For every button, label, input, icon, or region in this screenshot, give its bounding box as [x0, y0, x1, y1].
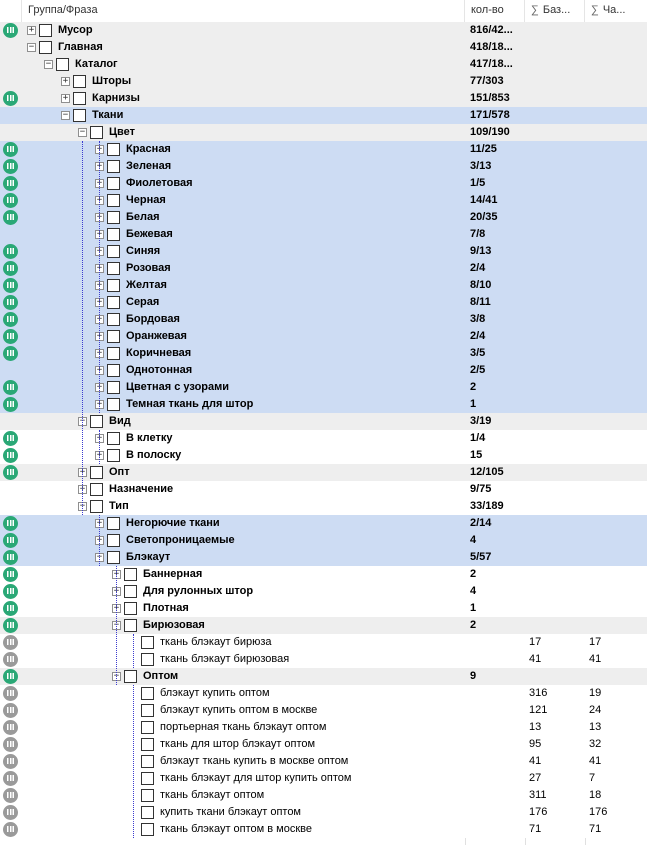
tree-row[interactable]: [0, 243, 647, 260]
base-frequency-cell: 13: [529, 721, 542, 733]
base-frequency-header-label: Баз...: [542, 4, 571, 16]
tree-row[interactable]: [0, 804, 647, 821]
expand-icon[interactable]: +: [96, 450, 103, 460]
tree-row[interactable]: [0, 362, 647, 379]
row-checkbox[interactable]: [107, 296, 120, 309]
row-checkbox[interactable]: [107, 449, 120, 462]
stats-icon[interactable]: [3, 703, 18, 718]
collapse-icon[interactable]: −: [28, 42, 35, 52]
count-cell: 14/41: [470, 194, 498, 206]
count-cell: 9/75: [470, 483, 492, 495]
phrase-label: ткань для штор блэкаут оптом: [160, 738, 316, 750]
row-checkbox[interactable]: [141, 772, 154, 785]
group-label: Оранжевая: [126, 330, 187, 342]
row-checkbox[interactable]: [107, 313, 120, 326]
stats-icon[interactable]: [3, 193, 18, 208]
row-checkbox[interactable]: [90, 466, 103, 479]
base-frequency-cell: 121: [529, 704, 548, 716]
count-cell: 3/13: [470, 160, 492, 172]
group-label: Каталог: [75, 58, 118, 70]
collapse-icon[interactable]: −: [113, 671, 120, 681]
expand-icon[interactable]: +: [96, 195, 103, 205]
expand-icon[interactable]: +: [96, 263, 103, 273]
row-checkbox[interactable]: [90, 415, 103, 428]
frequency-cell: 19: [589, 687, 602, 699]
stats-icon[interactable]: [3, 397, 18, 412]
count-cell: 77/303: [470, 75, 504, 87]
tree-row[interactable]: [0, 566, 647, 583]
stats-icon[interactable]: [3, 771, 18, 786]
count-cell: 8/10: [470, 279, 492, 291]
expand-icon[interactable]: +: [28, 25, 35, 35]
count-cell: 418/18...: [470, 41, 513, 53]
stats-icon[interactable]: [3, 635, 18, 650]
count-cell: 1: [470, 398, 477, 410]
row-checkbox[interactable]: [107, 194, 120, 207]
base-frequency-cell: 41: [529, 653, 542, 665]
expand-icon[interactable]: +: [96, 382, 103, 392]
stats-icon[interactable]: [3, 91, 18, 106]
group-label: Назначение: [109, 483, 174, 495]
count-cell: 417/18...: [470, 58, 513, 70]
tree-row[interactable]: [0, 464, 647, 481]
collapse-icon[interactable]: −: [79, 501, 86, 511]
group-label: Негорючие ткани: [126, 517, 220, 529]
row-checkbox[interactable]: [107, 398, 120, 411]
tree-row[interactable]: [0, 192, 647, 209]
collapse-icon[interactable]: −: [79, 416, 86, 426]
count-cell: 109/190: [470, 126, 510, 138]
tree-row[interactable]: [0, 753, 647, 770]
base-frequency-cell: 17: [529, 636, 542, 648]
stats-icon[interactable]: [3, 601, 18, 616]
group-label: Темная ткань для штор: [126, 398, 254, 410]
tree-row[interactable]: [0, 73, 647, 90]
group-label: Цвет: [109, 126, 136, 138]
row-checkbox[interactable]: [107, 177, 120, 190]
count-cell: 2/4: [470, 262, 486, 274]
stats-icon[interactable]: [3, 686, 18, 701]
stats-icon[interactable]: [3, 720, 18, 735]
count-cell: 2/5: [470, 364, 486, 376]
group-label: Зеленая: [126, 160, 172, 172]
count-cell: 15: [470, 449, 483, 461]
row-checkbox[interactable]: [73, 109, 86, 122]
tree-row[interactable]: [0, 430, 647, 447]
stats-icon[interactable]: [3, 295, 18, 310]
sum-icon: ∑: [591, 4, 599, 16]
sum-icon: ∑: [531, 4, 539, 16]
tree-row[interactable]: [0, 209, 647, 226]
group-label: Бирюзовая: [143, 619, 205, 631]
row-checkbox[interactable]: [56, 58, 69, 71]
base-frequency-cell: 27: [529, 772, 542, 784]
row-checkbox[interactable]: [73, 92, 86, 105]
stats-icon[interactable]: [3, 788, 18, 803]
phrase-label: ткань блэкаут бирюзовая: [160, 653, 290, 665]
tree-row[interactable]: [0, 260, 647, 277]
expand-icon[interactable]: +: [96, 229, 103, 239]
count-cell: 33/189: [470, 500, 504, 512]
expand-icon[interactable]: +: [96, 433, 103, 443]
group-label: Бежевая: [126, 228, 173, 240]
stats-icon[interactable]: [3, 584, 18, 599]
tree-row[interactable]: [0, 600, 647, 617]
frequency-cell: 17: [589, 636, 602, 648]
tree-guide-line: [133, 634, 134, 668]
tree-guide-line: [99, 430, 100, 464]
stats-icon[interactable]: [3, 210, 18, 225]
row-checkbox[interactable]: [107, 143, 120, 156]
stats-icon[interactable]: [3, 805, 18, 820]
row-checkbox[interactable]: [107, 211, 120, 224]
stats-icon[interactable]: [3, 669, 18, 684]
phrase-label: блэкаут ткань купить в москве оптом: [160, 755, 349, 767]
base-frequency-column-header[interactable]: [525, 0, 585, 22]
row-checkbox[interactable]: [141, 687, 154, 700]
frequency-column-header[interactable]: [585, 0, 647, 22]
count-cell: 151/853: [470, 92, 510, 104]
row-checkbox[interactable]: [141, 738, 154, 751]
expand-icon[interactable]: +: [96, 212, 103, 222]
tree-row[interactable]: [0, 294, 647, 311]
tree-row[interactable]: [0, 668, 647, 685]
group-label: Серая: [126, 296, 160, 308]
frequency-cell: 71: [589, 823, 602, 835]
count-cell: 3/8: [470, 313, 486, 325]
expand-icon[interactable]: +: [96, 297, 103, 307]
group-label: Коричневая: [126, 347, 192, 359]
count-cell: 3/19: [470, 415, 492, 427]
collapse-icon[interactable]: −: [62, 110, 69, 120]
group-label: Блэкаут: [126, 551, 171, 563]
stats-icon[interactable]: [3, 380, 18, 395]
group-label: Красная: [126, 143, 171, 155]
tree-row[interactable]: [0, 90, 647, 107]
tree-row[interactable]: [0, 634, 647, 651]
group-label: Белая: [126, 211, 160, 223]
row-checkbox[interactable]: [141, 636, 154, 649]
tree-row[interactable]: [0, 328, 647, 345]
expand-icon[interactable]: +: [96, 144, 103, 154]
row-checkbox[interactable]: [124, 602, 137, 615]
row-checkbox[interactable]: [107, 534, 120, 547]
frequency-cell: 24: [589, 704, 602, 716]
row-checkbox[interactable]: [107, 279, 120, 292]
stats-icon[interactable]: [3, 312, 18, 327]
tree-row[interactable]: [0, 719, 647, 736]
group-label: Розовая: [126, 262, 171, 274]
collapse-icon[interactable]: −: [96, 552, 103, 562]
row-checkbox[interactable]: [107, 262, 120, 275]
group-label: В клетку: [126, 432, 173, 444]
tree-row[interactable]: [0, 549, 647, 566]
stats-icon[interactable]: [3, 244, 18, 259]
tree-row[interactable]: [0, 413, 647, 430]
stats-icon[interactable]: [3, 533, 18, 548]
expand-icon[interactable]: +: [96, 161, 103, 171]
group-label: Бордовая: [126, 313, 180, 325]
count-cell: 2: [470, 619, 477, 631]
tree-guide-line: [82, 141, 83, 515]
stats-icon[interactable]: [3, 754, 18, 769]
frequency-cell: 18: [589, 789, 602, 801]
tree-row[interactable]: [0, 175, 647, 192]
tree-row[interactable]: [0, 22, 647, 39]
tree-row[interactable]: [0, 379, 647, 396]
tree-row[interactable]: [0, 39, 647, 56]
count-cell: 2/4: [470, 330, 486, 342]
base-frequency-cell: 71: [529, 823, 542, 835]
count-cell: 1: [470, 602, 477, 614]
expand-icon[interactable]: +: [62, 93, 69, 103]
phrase-label: ткань блэкаут для штор купить оптом: [160, 772, 352, 784]
stats-icon[interactable]: [3, 346, 18, 361]
frequency-cell: 13: [589, 721, 602, 733]
row-checkbox[interactable]: [90, 483, 103, 496]
tree-row[interactable]: [0, 447, 647, 464]
stats-icon[interactable]: [3, 448, 18, 463]
group-label: Светопроницаемые: [126, 534, 235, 546]
collapse-icon[interactable]: −: [45, 59, 52, 69]
row-checkbox[interactable]: [124, 670, 137, 683]
tree-row[interactable]: [0, 345, 647, 362]
group-label: Баннерная: [143, 568, 203, 580]
row-checkbox[interactable]: [141, 721, 154, 734]
count-cell: 1/4: [470, 432, 486, 444]
count-column-header[interactable]: [465, 0, 525, 22]
tree-row[interactable]: [0, 141, 647, 158]
base-frequency-cell: 176: [529, 806, 548, 818]
count-cell: 5/57: [470, 551, 492, 563]
row-checkbox[interactable]: [73, 75, 86, 88]
group-label: В полоску: [126, 449, 182, 461]
stats-icon[interactable]: [3, 278, 18, 293]
expand-icon[interactable]: +: [113, 569, 120, 579]
expand-icon[interactable]: +: [96, 399, 103, 409]
row-checkbox[interactable]: [141, 806, 154, 819]
row-checkbox[interactable]: [107, 381, 120, 394]
base-frequency-cell: 311: [529, 789, 547, 801]
row-checkbox[interactable]: [107, 551, 120, 564]
collapse-icon[interactable]: −: [113, 620, 120, 630]
count-cell: 2: [470, 381, 477, 393]
expand-icon[interactable]: +: [96, 518, 103, 528]
expand-icon[interactable]: +: [96, 331, 103, 341]
base-frequency-cell: 316: [529, 687, 548, 699]
stats-icon[interactable]: [3, 822, 18, 837]
tree-row[interactable]: [0, 702, 647, 719]
stats-icon[interactable]: [3, 737, 18, 752]
phrase-label: ткань блэкаут оптом: [160, 789, 265, 801]
group-label: Желтая: [126, 279, 167, 291]
count-cell: 4: [470, 585, 477, 597]
frequency-cell: 41: [589, 653, 602, 665]
frequency-cell: 32: [589, 738, 602, 750]
count-cell: 2/14: [470, 517, 492, 529]
frequency-cell: 7: [589, 772, 596, 784]
tree-row[interactable]: [0, 736, 647, 753]
phrase-label: портьерная ткань блэкаут оптом: [160, 721, 327, 733]
expand-icon[interactable]: +: [113, 586, 120, 596]
expand-icon[interactable]: +: [113, 603, 120, 613]
tree-row[interactable]: [0, 515, 647, 532]
group-label: Опт: [109, 466, 130, 478]
group-label: Оптом: [143, 670, 179, 682]
count-cell: 2: [470, 568, 477, 580]
stats-icon[interactable]: [3, 465, 18, 480]
phrase-label: блэкаут купить оптом в москве: [160, 704, 318, 716]
count-cell: 8/11: [470, 296, 491, 308]
count-cell: 1/5: [470, 177, 486, 189]
row-checkbox[interactable]: [107, 330, 120, 343]
group-label: Ткани: [92, 109, 124, 121]
tree-guide-line: [99, 141, 100, 413]
tree-row[interactable]: [0, 532, 647, 549]
row-checkbox[interactable]: [107, 364, 120, 377]
group-label: Тип: [109, 500, 129, 512]
row-checkbox[interactable]: [107, 160, 120, 173]
stats-icon[interactable]: [3, 516, 18, 531]
expand-icon[interactable]: +: [96, 314, 103, 324]
group-phrase-column-header[interactable]: [22, 0, 465, 22]
group-label: Вид: [109, 415, 131, 427]
row-checkbox[interactable]: [141, 755, 154, 768]
count-cell: 4: [470, 534, 477, 546]
row-checkbox[interactable]: [39, 24, 52, 37]
row-checkbox[interactable]: [141, 823, 154, 836]
base-frequency-cell: 41: [529, 755, 542, 767]
expand-icon[interactable]: +: [96, 348, 103, 358]
count-cell: 9/13: [470, 245, 492, 257]
group-label: Цветная с узорами: [126, 381, 230, 393]
row-checkbox[interactable]: [141, 704, 154, 717]
count-cell: 12/105: [470, 466, 504, 478]
stats-icon[interactable]: [3, 567, 18, 582]
stats-icon[interactable]: [3, 142, 18, 157]
group-label: Карнизы: [92, 92, 140, 104]
count-cell: 816/42...: [470, 24, 513, 36]
count-header-label: кол-во: [471, 4, 504, 16]
row-checkbox[interactable]: [124, 568, 137, 581]
tree-row[interactable]: [0, 821, 647, 838]
base-frequency-cell: 95: [529, 738, 542, 750]
tree-row[interactable]: [0, 226, 647, 243]
collapse-icon[interactable]: −: [79, 127, 86, 137]
row-checkbox[interactable]: [90, 126, 103, 139]
tree-row[interactable]: [0, 787, 647, 804]
row-checkbox[interactable]: [107, 347, 120, 360]
count-cell: 11/25: [470, 143, 497, 155]
stats-icon[interactable]: [3, 159, 18, 174]
stats-icon[interactable]: [3, 618, 18, 633]
frequency-cell: 41: [589, 755, 602, 767]
tree-row[interactable]: [0, 107, 647, 124]
expand-icon[interactable]: +: [96, 246, 103, 256]
row-checkbox[interactable]: [107, 245, 120, 258]
phrase-label: блэкаут купить оптом: [160, 687, 270, 699]
row-checkbox[interactable]: [107, 432, 120, 445]
expand-icon[interactable]: +: [62, 76, 69, 86]
frequency-header-label: Ча...: [602, 4, 626, 16]
stats-icon[interactable]: [3, 23, 18, 38]
group-label: Мусор: [58, 24, 93, 36]
group-label: Главная: [58, 41, 103, 53]
tree-guide-line: [99, 515, 100, 566]
expand-icon[interactable]: +: [96, 535, 103, 545]
expand-icon[interactable]: +: [96, 280, 103, 290]
row-checkbox[interactable]: [141, 789, 154, 802]
phrase-label: купить ткани блэкаут оптом: [160, 806, 301, 818]
tree-row[interactable]: [0, 56, 647, 73]
stats-icon[interactable]: [3, 176, 18, 191]
group-label: Фиолетовая: [126, 177, 193, 189]
tree-row[interactable]: [0, 277, 647, 294]
tree-row[interactable]: [0, 617, 647, 634]
count-cell: 20/35: [470, 211, 498, 223]
count-cell: 3/5: [470, 347, 486, 359]
expand-icon[interactable]: +: [79, 484, 86, 494]
row-checkbox[interactable]: [124, 585, 137, 598]
status-column-header[interactable]: [0, 0, 22, 22]
frequency-cell: 176: [589, 806, 608, 818]
group-label: Для рулонных штор: [143, 585, 254, 597]
phrase-label: ткань блэкаут оптом в москве: [160, 823, 313, 835]
group-label: Шторы: [92, 75, 132, 87]
stats-icon[interactable]: [3, 550, 18, 565]
column-header-bar: [0, 0, 647, 23]
group-phrase-header-label: Группа/Фраза: [28, 4, 98, 16]
expand-icon[interactable]: +: [79, 467, 86, 477]
tree-row[interactable]: [0, 583, 647, 600]
tree-guide-line: [116, 566, 117, 685]
tree-row[interactable]: [0, 124, 647, 141]
row-checkbox[interactable]: [90, 500, 103, 513]
count-cell: 9: [470, 670, 477, 682]
row-checkbox[interactable]: [141, 653, 154, 666]
stats-icon[interactable]: [3, 652, 18, 667]
stats-icon[interactable]: [3, 261, 18, 276]
count-cell: 171/578: [470, 109, 510, 121]
group-label: Однотонная: [126, 364, 193, 376]
stats-icon[interactable]: [3, 329, 18, 344]
tree-row[interactable]: [0, 770, 647, 787]
phrase-label: ткань блэкаут бирюза: [160, 636, 272, 648]
group-label: Черная: [126, 194, 166, 206]
row-checkbox[interactable]: [39, 41, 52, 54]
row-checkbox[interactable]: [124, 619, 137, 632]
group-label: Синяя: [126, 245, 161, 257]
count-cell: 7/8: [470, 228, 486, 240]
tree-row[interactable]: [0, 685, 647, 702]
expand-icon[interactable]: +: [96, 178, 103, 188]
tree-row[interactable]: [0, 311, 647, 328]
row-checkbox[interactable]: [107, 228, 120, 241]
row-checkbox[interactable]: [107, 517, 120, 530]
expand-icon[interactable]: +: [96, 365, 103, 375]
stats-icon[interactable]: [3, 431, 18, 446]
tree-row[interactable]: [0, 396, 647, 413]
tree-guide-line: [133, 685, 134, 838]
group-label: Плотная: [143, 602, 189, 614]
tree-row[interactable]: [0, 651, 647, 668]
tree-row[interactable]: [0, 481, 647, 498]
tree-row[interactable]: [0, 158, 647, 175]
tree-row[interactable]: [0, 498, 647, 515]
